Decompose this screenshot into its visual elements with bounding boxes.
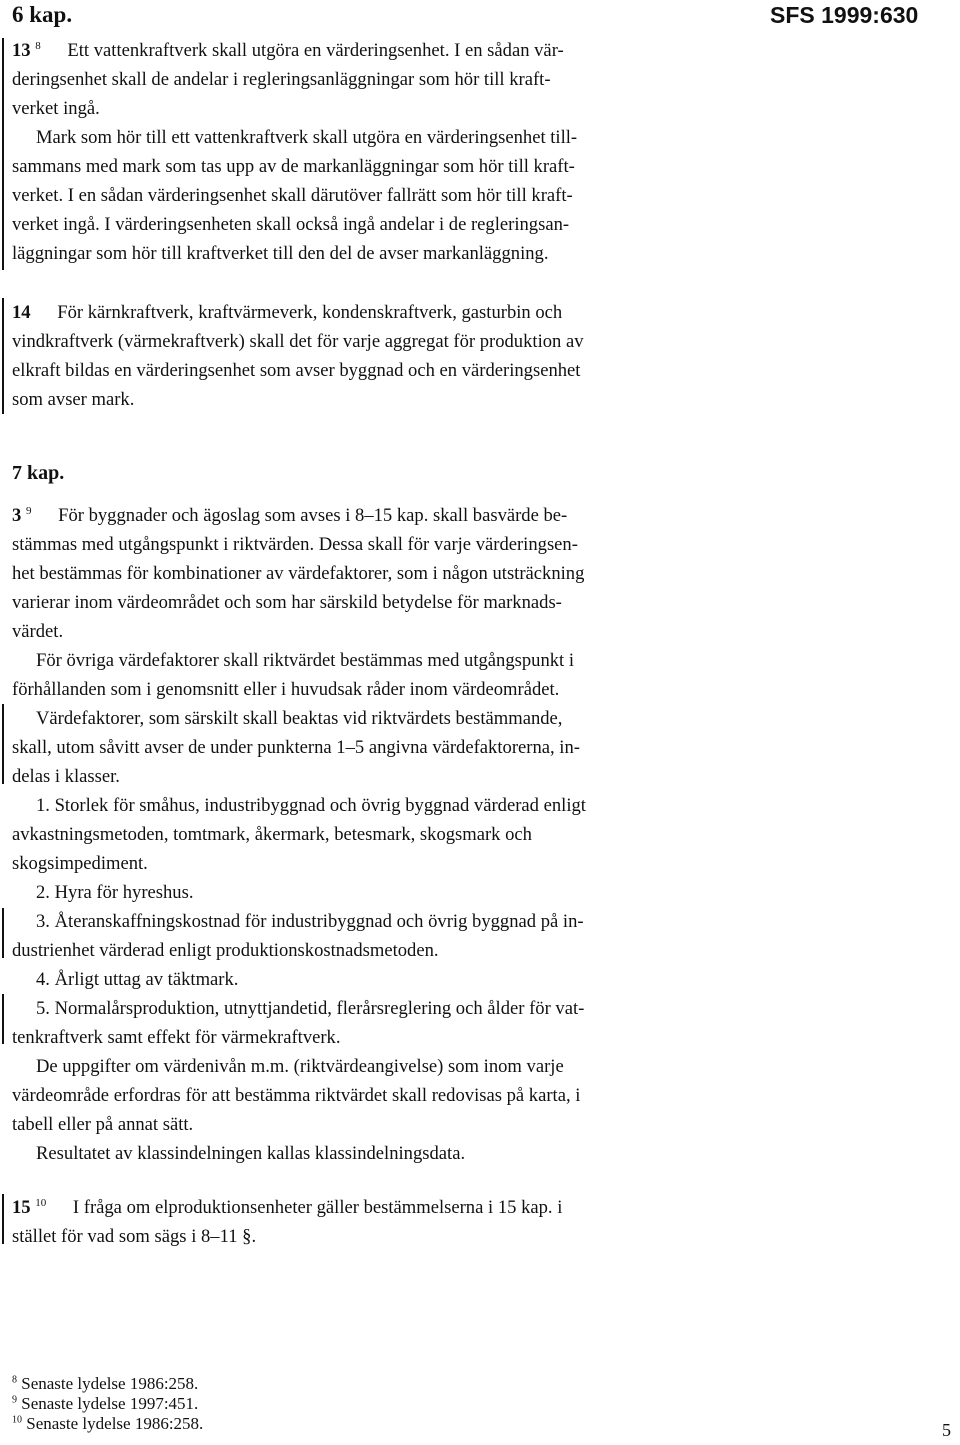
paragraph-line: verket. I en sådan värderingsenhet skall därutöver fallrätt som hör till kraft- bbox=[12, 185, 573, 206]
section-15 bbox=[12, 1193, 734, 1251]
footnote-text: Senaste lydelse 1986:258. bbox=[21, 1374, 199, 1393]
chapter-heading-7: 7 kap. bbox=[12, 462, 65, 484]
paragraph-line: stället för vad som sägs i 8–11 §. bbox=[12, 1226, 257, 1247]
list-item: 5. Normalårsproduktion, utnyttjandetid, flerårsreglering och ålder för vat- bbox=[36, 998, 585, 1019]
section-number: 13 bbox=[12, 40, 31, 61]
paragraph-line: tabell eller på annat sätt. bbox=[12, 1114, 194, 1135]
paragraph-line: Värdefaktorer, som särskilt skall beaktas vid riktvärdets bestämmande, bbox=[36, 708, 563, 729]
paragraph-line: Mark som hör till ett vattenkraftverk skall utgöra en värderingsenhet till- bbox=[36, 127, 578, 148]
change-bar bbox=[2, 38, 4, 270]
paragraph-line: som avser mark. bbox=[12, 389, 135, 410]
paragraph-line: Ett vattenkraftverk skall utgöra en värderingsenhet. I en sådan vär- bbox=[67, 40, 564, 61]
paragraph-line: deringsenhet skall de andelar i regleringsanläggningar som hör till kraft- bbox=[12, 69, 551, 90]
footnote bbox=[12, 1394, 203, 1414]
footnote bbox=[12, 1374, 203, 1394]
paragraph-line: verket ingå. I värderingsenheten skall också ingå andelar i de regleringsan- bbox=[12, 214, 570, 235]
list-item: skogsimpediment. bbox=[12, 853, 148, 874]
list-item: 1. Storlek för småhus, industribyggnad och övrig byggnad värderad enligt bbox=[36, 795, 586, 816]
footnote-ref: 9 bbox=[25, 504, 32, 517]
footnote-ref: 8 bbox=[35, 39, 41, 52]
paragraph-line: värdeområde erfordras för att bestämma riktvärdet skall redovisas på karta, i bbox=[12, 1085, 581, 1106]
section-number: 15 bbox=[12, 1197, 31, 1218]
paragraph-line: Resultatet av klassindelningen kallas klassindelningsdata. bbox=[36, 1143, 466, 1164]
section-14 bbox=[12, 298, 734, 414]
footnote-number: 8 bbox=[12, 1374, 17, 1386]
paragraph-line: I fråga om elproduktionsenheter gäller bestämmelserna i 15 kap. i bbox=[72, 1197, 563, 1218]
paragraph-line: För övriga värdefaktorer skall riktvärdet bestämmas med utgångspunkt i bbox=[36, 650, 575, 671]
sfs-number: SFS 1999:630 bbox=[770, 2, 919, 28]
footnote-text: Senaste lydelse 1986:258. bbox=[26, 1414, 204, 1433]
list-item: dustrienhet värderad enligt produktionskostnadsmetoden. bbox=[12, 940, 439, 961]
paragraph-line: De uppgifter om värdenivån m.m. (riktvärdeangivelse) som inom varje bbox=[36, 1056, 564, 1077]
section-number: 3 bbox=[12, 505, 22, 526]
paragraph-line: För byggnader och ägoslag som avses i 8–15 kap. skall basvärde be- bbox=[58, 505, 568, 526]
paragraph-line: sammans med mark som tas upp av de markanläggningar som hör till kraft- bbox=[12, 156, 575, 177]
footnotes bbox=[12, 1374, 203, 1434]
section-13 bbox=[12, 36, 734, 268]
paragraph-line: värdet. bbox=[12, 621, 64, 642]
list-item: 4. Årligt uttag av täktmark. bbox=[36, 969, 239, 990]
section-3 bbox=[12, 501, 734, 1168]
footnote-ref: 10 bbox=[35, 1196, 47, 1209]
footnote-number: 10 bbox=[12, 1414, 22, 1426]
change-bar bbox=[2, 1194, 4, 1244]
page-number: 5 bbox=[942, 1420, 951, 1440]
footnote-number: 9 bbox=[12, 1394, 17, 1406]
paragraph-line: het bestämmas för kombinationer av värdefaktorer, som i någon utsträckning bbox=[12, 563, 585, 584]
footnote bbox=[12, 1414, 203, 1434]
paragraph-line: vindkraftverk (värmekraftverk) skall det för varje aggregat för produktion av bbox=[12, 331, 584, 352]
paragraph-line: För kärnkraftverk, kraftvärmeverk, kondenskraftverk, gasturbin och bbox=[57, 302, 563, 323]
chapter-heading-6: 6 kap. bbox=[12, 2, 73, 27]
list-item: 2. Hyra för hyreshus. bbox=[36, 882, 194, 903]
change-bar bbox=[2, 908, 4, 958]
paragraph-line: läggningar som hör till kraftverket till den del de avser markanläggning. bbox=[12, 243, 549, 264]
paragraph-line: delas i klasser. bbox=[12, 766, 120, 787]
paragraph-line: verket ingå. bbox=[12, 98, 100, 119]
footnote-text: Senaste lydelse 1997:451. bbox=[21, 1394, 199, 1413]
paragraph-line: förhållanden som i genomsnitt eller i huvudsak råder inom värdeområdet. bbox=[12, 679, 560, 700]
change-bar bbox=[2, 298, 4, 414]
list-item: tenkraftverk samt effekt för värmekraftverk. bbox=[12, 1027, 341, 1048]
paragraph-line: varierar inom värdeområdet och som har särskild betydelse för marknads- bbox=[12, 592, 562, 613]
change-bar bbox=[2, 994, 4, 1044]
list-item: 3. Återanskaffningskostnad för industribyggnad och övrig byggnad på in- bbox=[36, 911, 584, 932]
paragraph-line: stämmas med utgångspunkt i riktvärden. Dessa skall för varje värderingsen- bbox=[12, 534, 578, 555]
section-number: 14 bbox=[12, 302, 31, 323]
list-item: avkastningsmetoden, tomtmark, åkermark, betesmark, skogsmark och bbox=[12, 824, 532, 845]
change-bar bbox=[2, 704, 4, 784]
paragraph-line: skall, utom såvitt avser de under punkterna 1–5 angivna värdefaktorerna, in- bbox=[12, 737, 580, 758]
paragraph-line: elkraft bildas en värderingsenhet som avser byggnad och en värderingsenhet bbox=[12, 360, 581, 381]
